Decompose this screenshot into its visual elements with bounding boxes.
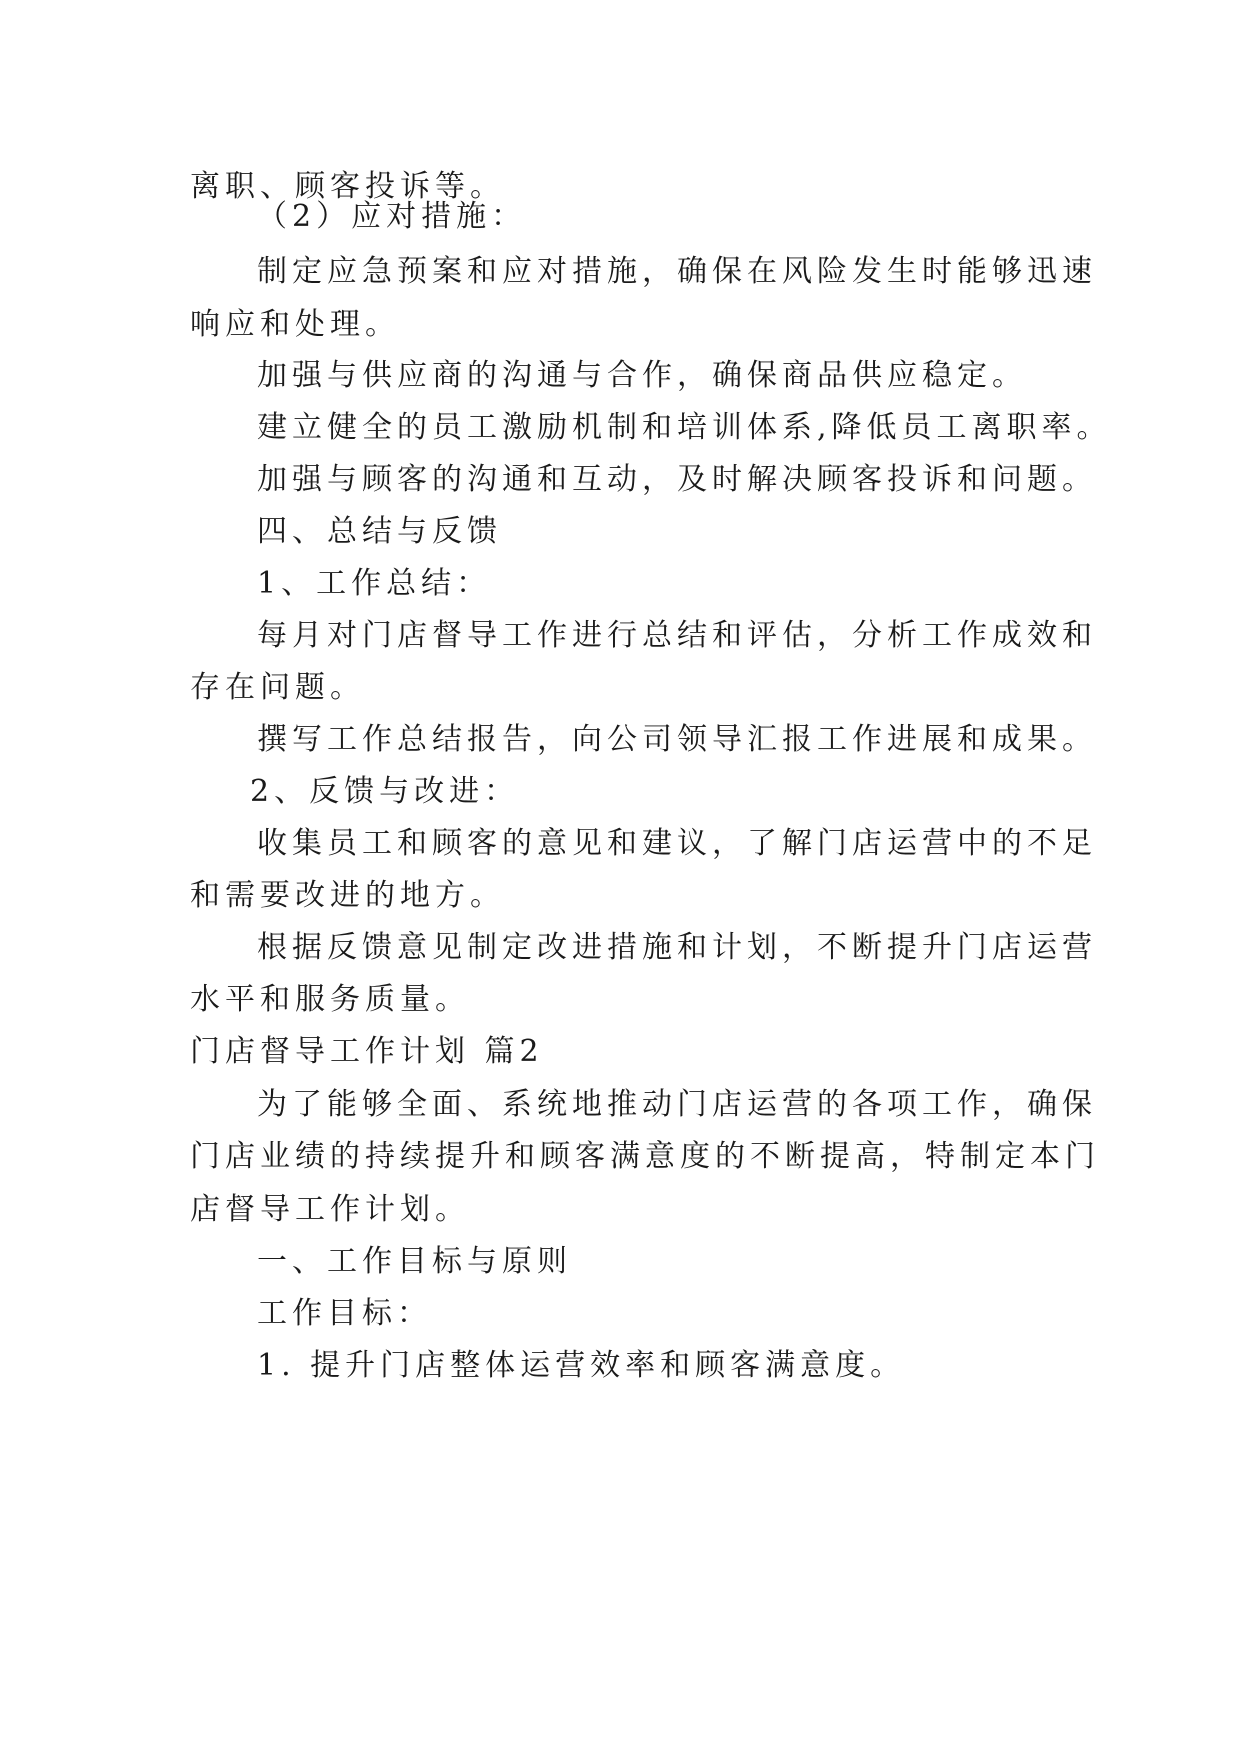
text-line: 为了能够全面、系统地推动门店运营的各项工作，确保	[257, 1087, 1097, 1122]
text-line: 收集员工和顾客的意见和建议，了解门店运营中的不足	[257, 826, 1097, 861]
text-line: 根据反馈意见制定改进措施和计划，不断提升门店运营	[257, 930, 1097, 965]
list-item: 1. 提升门店整体运营效率和顾客满意度。	[257, 1348, 906, 1383]
text-line: 水平和服务质量。	[190, 982, 470, 1017]
text-line: 撰写工作总结报告，向公司领导汇报工作进展和成果。	[257, 722, 1097, 757]
text-line: 离职、顾客投诉等。	[190, 169, 505, 204]
text-line: 加强与顾客的沟通和互动，及时解决顾客投诉和问题。	[257, 462, 1097, 497]
text-line: 门店业绩的持续提升和顾客满意度的不断提高，特制定本门	[190, 1139, 1100, 1174]
text-line: 和需要改进的地方。	[190, 878, 505, 913]
text-line: 每月对门店督导工作进行总结和评估，分析工作成效和	[257, 618, 1097, 653]
subsection-heading: （2）应对措施：	[257, 199, 527, 234]
section-heading: 四、总结与反馈	[257, 514, 502, 549]
subsection-heading: 1、工作总结：	[257, 566, 492, 601]
text-line: 制定应急预案和应对措施，确保在风险发生时能够迅速	[257, 254, 1097, 289]
text-line: 响应和处理。	[190, 307, 400, 342]
subsection-heading: 2、反馈与改进：	[250, 774, 520, 809]
article-title: 门店督导工作计划 篇2	[190, 1034, 544, 1069]
subsection-heading: 工作目标：	[257, 1296, 432, 1331]
text-line: 加强与供应商的沟通与合作，确保商品供应稳定。	[257, 358, 1027, 393]
text-line: 店督导工作计划。	[190, 1192, 470, 1227]
section-heading: 一、工作目标与原则	[257, 1244, 572, 1279]
text-line: 建立健全的员工激励机制和培训体系,降低员工离职率。	[257, 410, 1112, 445]
text-line: 存在问题。	[190, 670, 365, 705]
